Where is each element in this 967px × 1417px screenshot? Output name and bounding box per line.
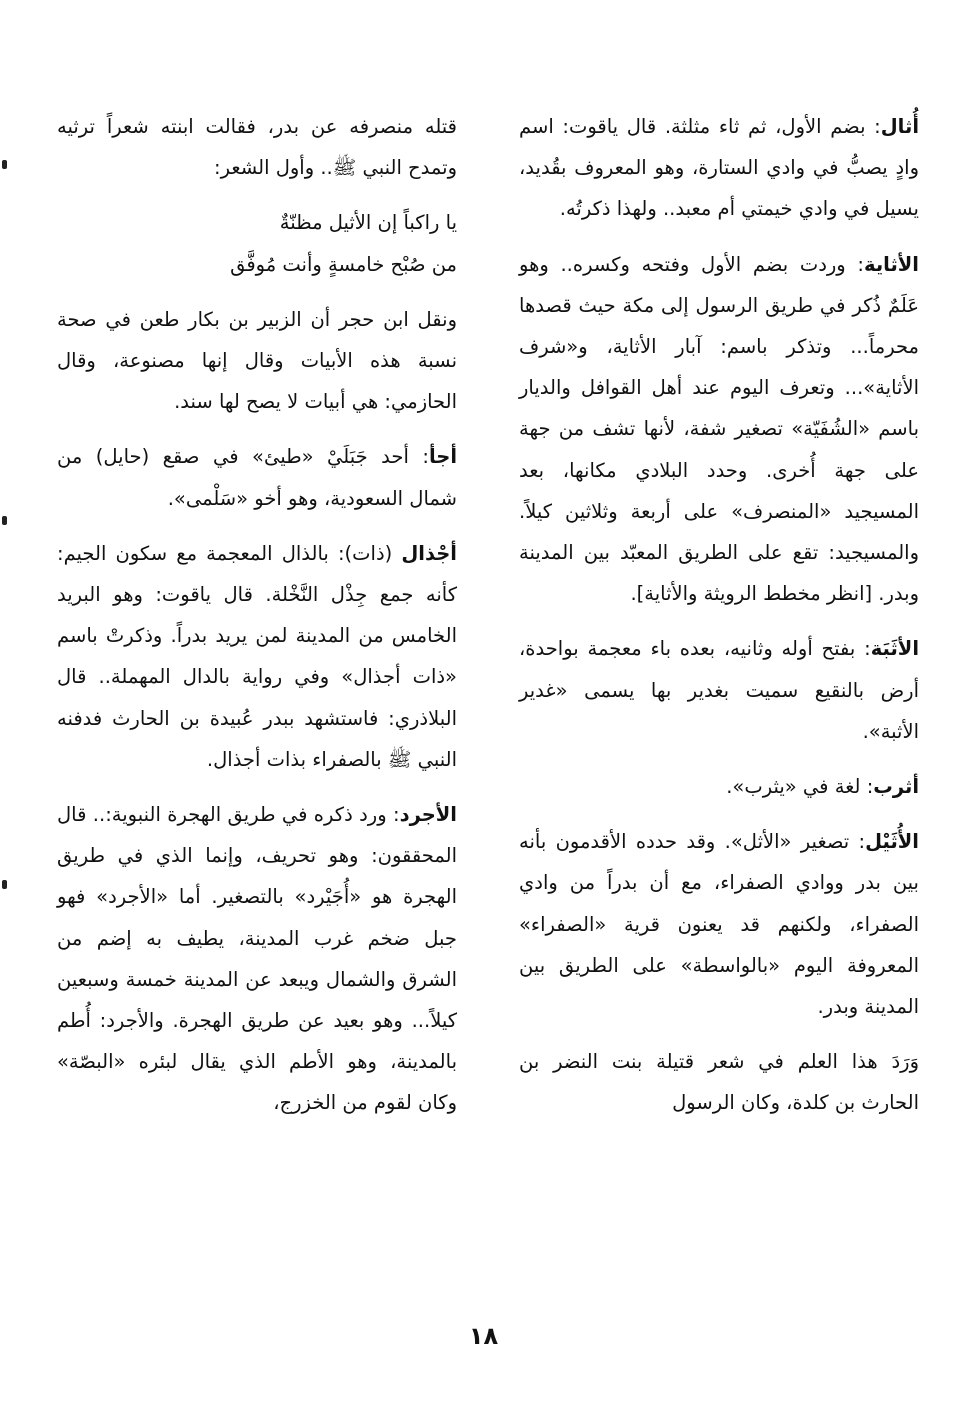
entry-term: أجْذال	[401, 541, 457, 565]
entry-athrab	[519, 766, 919, 807]
entry-term: الأُثَيْل	[865, 830, 919, 854]
entry-aja	[57, 436, 457, 518]
poem-commentary: ونقل ابن حجر أن الزبير بن بكار طعن في صحة نسبة هذه الأبيات وقال إنها مصنوعة، وقال الحازمي: هي أبيات لا يصح لها سند.	[57, 307, 457, 414]
entry-uthal	[519, 106, 919, 230]
entry-term: الأجرد	[399, 803, 457, 827]
poem-verse	[57, 202, 457, 284]
entry-text: : ورد ذكره في طريق الهجرة النبوية:.. قال المحققون: وهو تحريف، وإنما الذي في طريق الهجرة هو «أُجَيْرد» بالتصغير. أما «الأجرد» فهو جبل ضخم غرب المدينة، يطيف به إضم من الشرق والشمال ويبعد عن المدينة خمسة وسبعين كيلاً... وهو بعيد عن طريق الهجرة. والأجرد: أُطم بالمدينة، وهو الأطم الذي يقال لبئره «البصّة» وكان لقوم من الخزرج،	[57, 803, 457, 1115]
entry-uthail	[519, 821, 919, 1027]
entry-term: الأثاية	[864, 252, 919, 276]
entry-text: وَرَدَ هذا العلم في شعر قتيلة بنت النضر بن الحارث بن كلدة، وكان الرسول	[519, 1050, 919, 1115]
entry-term: أُثال	[880, 115, 919, 138]
entry-athaba	[519, 628, 919, 752]
entry-text: : وردت بضم الأول وفتحه وكسره.. وهو عَلَمٌ ذُكر في طريق الرسول إلى مكة حيث قصدها محرماً... وتذكر باسم: آبار الأثاية، و«شرف الأثاية»... وتعرف اليوم عند أهل القوافل والديار باسم «الشُفَيّة» تصغير شفة، لأنها تشف من جهة على جهة أُخرى. وحدد البلادي مكانها، بعد المسيجيد «المنصرف» على أربعة وثلاثين كيلاً. والمسيجيد: تقع على الطريق المعبّد بين المدينة وبدر. [انظر مخطط الرويثة والأثاية].	[519, 252, 919, 606]
left-column	[57, 106, 457, 1138]
poem-intro: قتله منصرفه عن بدر، فقالت ابنته شعراً ترثيه وتمدح النبي ﷺ.. وأول الشعر:	[57, 115, 457, 180]
entry-text: (ذات): بالذال المعجمة مع سكون الجيم: كأنه جمع جِذْل النَّخْلة. قال ياقوت: وهو البريد الخامس من المدينة لمن يريد بدراً. وذكرتْ باسم «ذات أجذال» وفي رواية بالدال المهملة.. قال البلاذري: فاستشهد ببدر عُبيدة بن الحارث فدفنه النبي ﷺ بالصفراء بذات أجذال.	[57, 541, 457, 771]
entry-term: الأثَبَة	[870, 637, 919, 661]
verse-line-2: من صُبْح خامسةٍ وأنت مُوفَّق	[230, 252, 457, 276]
margin-mark	[2, 516, 7, 525]
entry-text: : بفتح أوله وثانيه، بعده باء معجمة بواحدة، أرض بالنقيع سميت بغدير بها يسمى «غدير الأثبة».	[519, 637, 919, 743]
margin-mark	[2, 160, 7, 169]
page-number: ١٨	[468, 1322, 499, 1350]
entry-uthail-continued	[519, 1041, 919, 1123]
entry-ajdhal	[57, 533, 457, 780]
entry-term: أثرب	[873, 775, 919, 799]
entry-text: : لغة في «يثرب».	[726, 775, 874, 799]
entry-text: : تصغير «الأثل». وقد حدده الأقدمون بأنه بين بدر ووادي الصفراء، مع أن بدراً من وادي الصفراء، ولكنهم قد يعنون قرية «الصفراء» المعروفة اليوم «بالواسطة» على الطريق بين المدينة وبدر.	[519, 830, 919, 1019]
entry-athaya	[519, 244, 919, 615]
entry-text: : أحد جَبَلَيْ «طيئ» في صقع (حايل) من شمال السعودية، وهو أخو «سَلْمى».	[57, 445, 457, 510]
entry-term: أجأ	[428, 445, 457, 469]
entry-text: : بضم الأول، ثم ثاء مثلثة. قال ياقوت: اسم وادٍ يصبُّ في وادي الستارة، وهو المعروف بقُديد، يسيل في وادي خيمتي أم معبد.. ولهذا ذكرتُه.	[519, 115, 919, 221]
right-column	[519, 106, 919, 1138]
entry-ajrad	[57, 794, 457, 1124]
margin-mark	[2, 880, 7, 889]
verse-line-1: يا راكباً إن الأثيل مظنّةٌ	[279, 211, 457, 235]
